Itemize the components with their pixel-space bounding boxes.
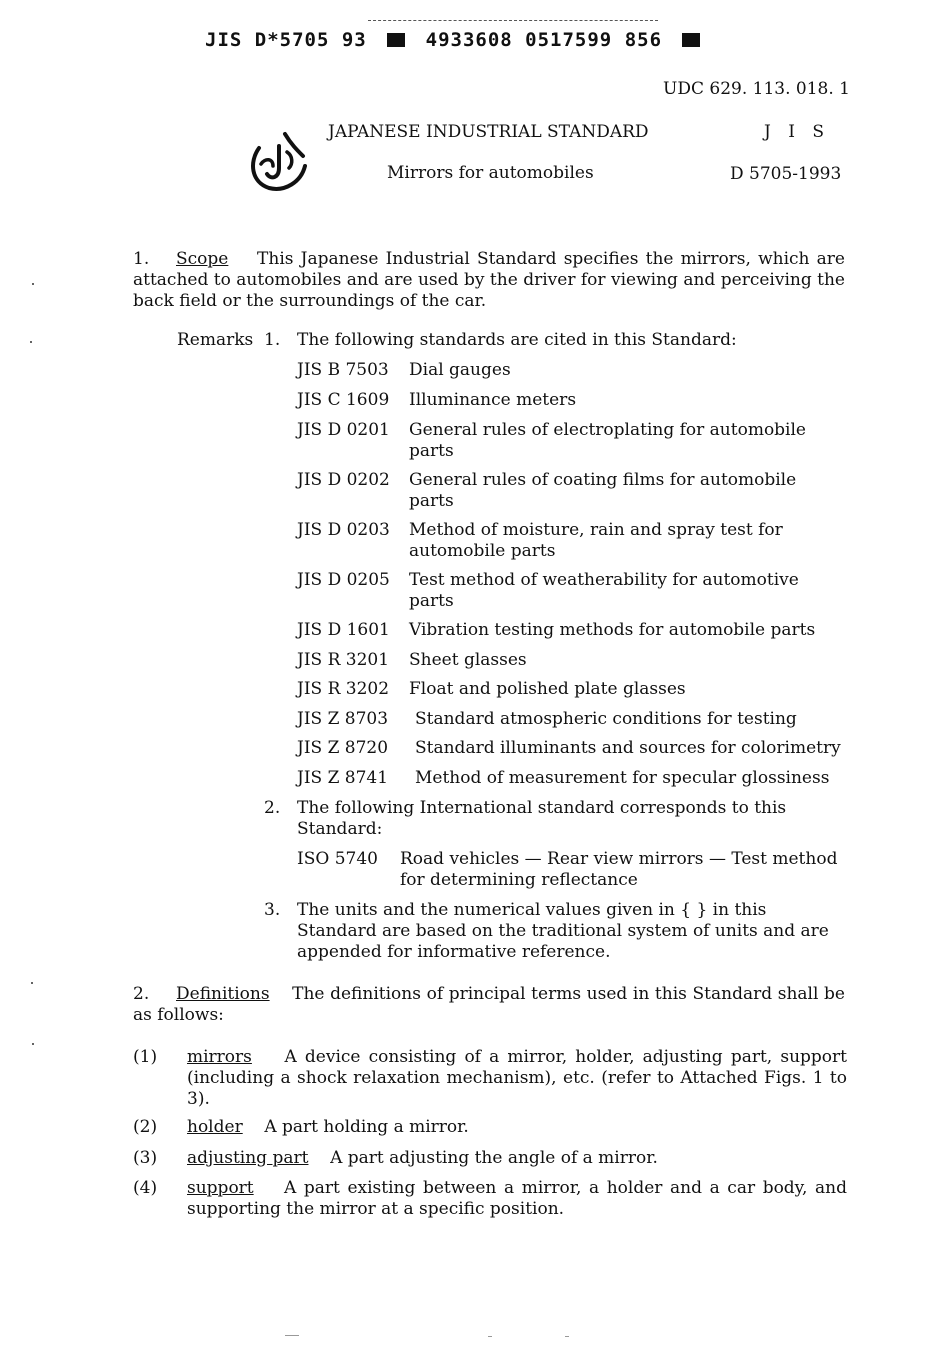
definition-text: A device consisting of a mirror, holder, adjusting part, support (including a shock relaxation mechanism), etc. (refer to Attached Figs. 1 to 3). [187,1047,847,1109]
reference-title: Method of measurement for specular glossiness [415,768,830,788]
scan-mark [488,1336,492,1337]
reference-code: JIS C 1609 [297,390,390,410]
definition-term: support [187,1178,254,1198]
definitions-section [133,984,845,1026]
reference-title: Dial gauges [409,360,511,380]
reference-title: Float and polished plate glasses [409,679,686,699]
scan-mark [565,1336,569,1337]
barcode-code-3: 856 [624,29,663,51]
reference-code: JIS Z 8703 [297,709,389,729]
definition-text: A part holding a mirror. [264,1117,469,1137]
definition-item [187,1047,847,1110]
remark-number: 1. [264,330,281,350]
remark-text: The following International standard corresponds to this Standard: [297,798,787,839]
section-number: 2. [133,984,150,1004]
barcode-code-1: 4933608 [425,29,513,51]
reference-code: JIS D 0205 [297,570,390,590]
reference-code: JIS Z 8720 [297,738,389,758]
section-heading: Definitions [176,984,270,1004]
reference-title: Illuminance meters [409,390,577,410]
reference-code: JIS R 3202 [297,679,390,699]
iso-code: ISO 5740 [297,849,378,869]
standard-name: JAPANESE INDUSTRIAL STANDARD [328,122,649,142]
definition-number: (2) [133,1117,158,1137]
remark-number: 2. [264,798,281,818]
definition-number: (3) [133,1148,158,1168]
barcode-block-icon [682,33,700,47]
remark-number: 3. [264,900,281,920]
reference-title: Method of moisture, rain and spray test for automobile parts [409,520,783,561]
barcode-header [205,30,708,51]
scope-text: This Japanese Industrial Standard specifies the mirrors, which are attached to automobiles and are used by the driver for viewing and perceiving the back field or the surroundings of the car. [133,249,845,311]
reference-code: JIS R 3201 [297,650,390,670]
definition-number: (4) [133,1178,158,1198]
scan-lines [368,20,658,23]
definition-item [187,1148,847,1169]
standard-number: D 5705-1993 [730,164,842,184]
udc-number: UDC 629. 113. 018. 1 [663,79,850,99]
remarks-label: Remarks [177,330,254,350]
definition-item [187,1178,847,1220]
definitions-intro: The definitions of principal terms used in this Standard shall be as follows: [133,984,845,1025]
document-title: Mirrors for automobiles [387,163,594,183]
reference-code: JIS D 0201 [297,420,390,440]
scope-section [133,249,845,312]
barcode-block-icon [387,33,405,47]
reference-code: JIS D 0203 [297,520,390,540]
section-heading: Scope [176,249,229,269]
definition-number: (1) [133,1047,158,1067]
definition-text: A part adjusting the angle of a mirror. [330,1148,658,1168]
definition-item [187,1117,847,1138]
barcode-code-2: 0517599 [525,29,613,51]
reference-title: Test method of weatherability for automotive parts [409,570,799,611]
scan-speck [31,982,33,984]
iso-title: Road vehicles — Rear view mirrors — Test method for determining reflectance [400,849,838,890]
reference-title: Standard atmospheric conditions for testing [415,709,797,729]
reference-title: Standard illuminants and sources for colorimetry [415,738,841,758]
reference-title: Vibration testing methods for automobile parts [409,620,816,640]
reference-title: General rules of electroplating for automobile parts [409,420,806,461]
scan-speck [30,341,32,343]
scan-speck [32,1043,34,1045]
section-number: 1. [133,249,150,269]
definition-text: A part existing between a mirror, a holder and a car body, and supporting the mirror at a specific position. [187,1178,847,1219]
definition-term: adjusting part [187,1148,309,1168]
definition-term: holder [187,1117,243,1137]
scan-mark [285,1335,299,1336]
barcode-prefix: JIS D*5705 93 [205,29,367,51]
reference-code: JIS D 1601 [297,620,390,640]
definition-term: mirrors [187,1047,252,1067]
reference-code: JIS D 0202 [297,470,390,490]
reference-title: Sheet glasses [409,650,527,670]
scan-speck [32,283,34,285]
reference-code: JIS Z 8741 [297,768,389,788]
jis-mark-icon [245,128,311,194]
remark-text: The following standards are cited in this Standard: [297,330,737,350]
jis-label: J I S [764,122,830,142]
remark-text: The units and the numerical values given in { } in this Standard are based on the traditional system of units and are appended for informative reference. [297,900,829,962]
reference-title: General rules of coating films for automobile parts [409,470,797,511]
reference-code: JIS B 7503 [297,360,389,380]
